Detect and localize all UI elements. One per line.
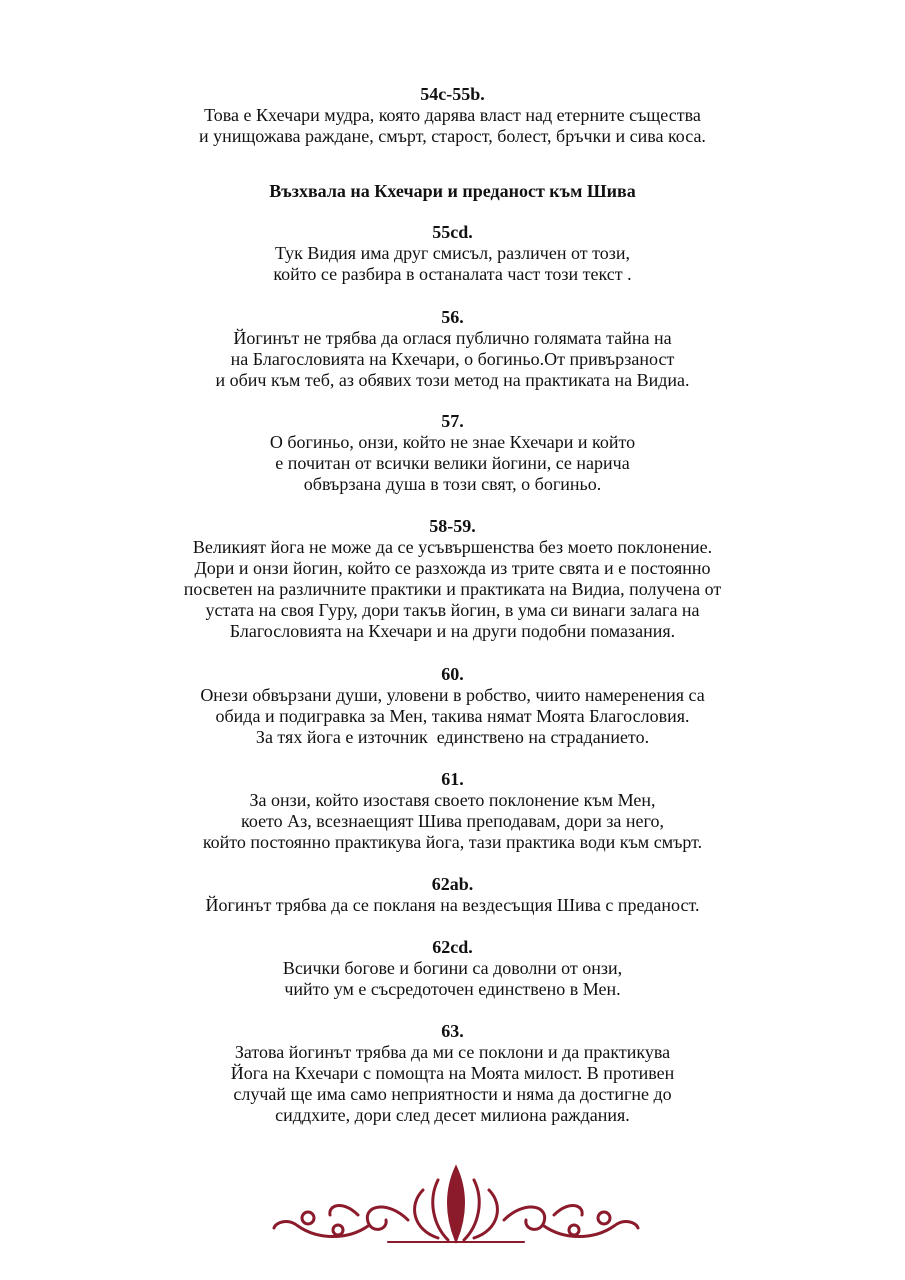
verse-line: За онзи, който изоставя своето поклонение към Мен, [249,790,656,810]
verse-line: Това е Кхечари мудра, която дарява власт над етерните същества [204,105,701,125]
verse-section [0,307,905,391]
verse-section [0,411,905,495]
verse-number: 62cd. [432,937,473,957]
verse-line: устата на своя Гуру, дори такъв йогин, в ума си винаги залага на [205,600,700,620]
verse-line: Онези обвързани души, уловени в робство, чиито намеренения са [200,685,705,705]
verse-line: Йога на Кхечари с помощта на Моята милост. В противен [230,1063,675,1083]
verse-number: 56. [441,307,464,327]
verse-section [0,222,905,285]
section-heading: Възхвала на Кхечари и преданост към Шива [269,181,636,201]
verse-line: Йогинът не трябва да оглася публично голямата тайна на [233,328,672,348]
verse-number: 57. [441,411,464,431]
verse-number: 55cd. [432,222,473,242]
verse-number: 63. [441,1021,464,1041]
verse-section [0,84,905,147]
verse-line: Затова йогинът трябва да ми се поклони и да практикува [234,1042,671,1062]
verse-line: обвързана душа в този свят, о богиньо. [303,474,602,494]
verse-line: на Благословията на Кхечари, о богиньо.От привързаност [230,349,675,369]
verse-line: посветен на различните практики и практиката на Видиа, получена от [183,579,722,599]
verse-line: Йогинът трябва да се покланя на вездесъщия Шива с преданост. [205,895,700,915]
verse-line: Всички богове и богини са доволни от онзи, [282,958,623,978]
verse-line: който постоянно практикува йога, тази практика води към смърт. [202,832,703,852]
verse-line: и унищожава раждане, смърт, старост, болест, бръчки и сива коса. [199,126,706,146]
verse-line: който се разбира в останалата част този текст . [273,264,632,284]
verse-line: Благословията на Кхечари и на други подобни помазания. [229,621,676,641]
verse-section [0,937,905,1000]
verse-section [0,664,905,748]
verse-line: и обич към теб, аз обявих този метод на практиката на Видиа. [215,370,690,390]
verse-line: За тях йога е източник единствено на страданието. [255,727,650,747]
verse-number: 62ab. [431,874,474,894]
verse-number: 61. [441,769,464,789]
verse-line: чийто ум е съсредоточен единствено в Мен. [284,979,621,999]
verse-line: което Аз, всезнаещият Шива преподавам, дори за него, [241,811,664,831]
verse-section [0,769,905,853]
verse-number: 60. [441,664,464,684]
verse-line: О богиньо, онзи, който не знае Кхечари и който [269,432,636,452]
verse-number: 54c-55b. [420,84,485,104]
verse-line: е почитан от всички велики йогини, се нарича [275,453,630,473]
verse-line: случай ще има само неприятности и няма да достигне до [233,1084,672,1104]
verse-line: Тук Видия има друг смисъл, различен от този, [275,243,630,263]
verse-section [0,874,905,916]
verse-section [0,1021,905,1126]
verse-line: обида и подигравка за Мен, такива нямат Моята Благословия. [215,706,690,726]
floral-ornament-icon [268,1160,644,1252]
verse-line: Великият йога не може да се усъвършенства без моето поклонение. [192,537,713,557]
verse-number: 58-59. [429,516,476,536]
verse-section [0,516,905,642]
verse-line: сиддхите, дори след десет милиона раждания. [275,1105,630,1125]
verse-line: Дори и онзи йогин, който се разхожда из трите свята и е постоянно [194,558,711,578]
